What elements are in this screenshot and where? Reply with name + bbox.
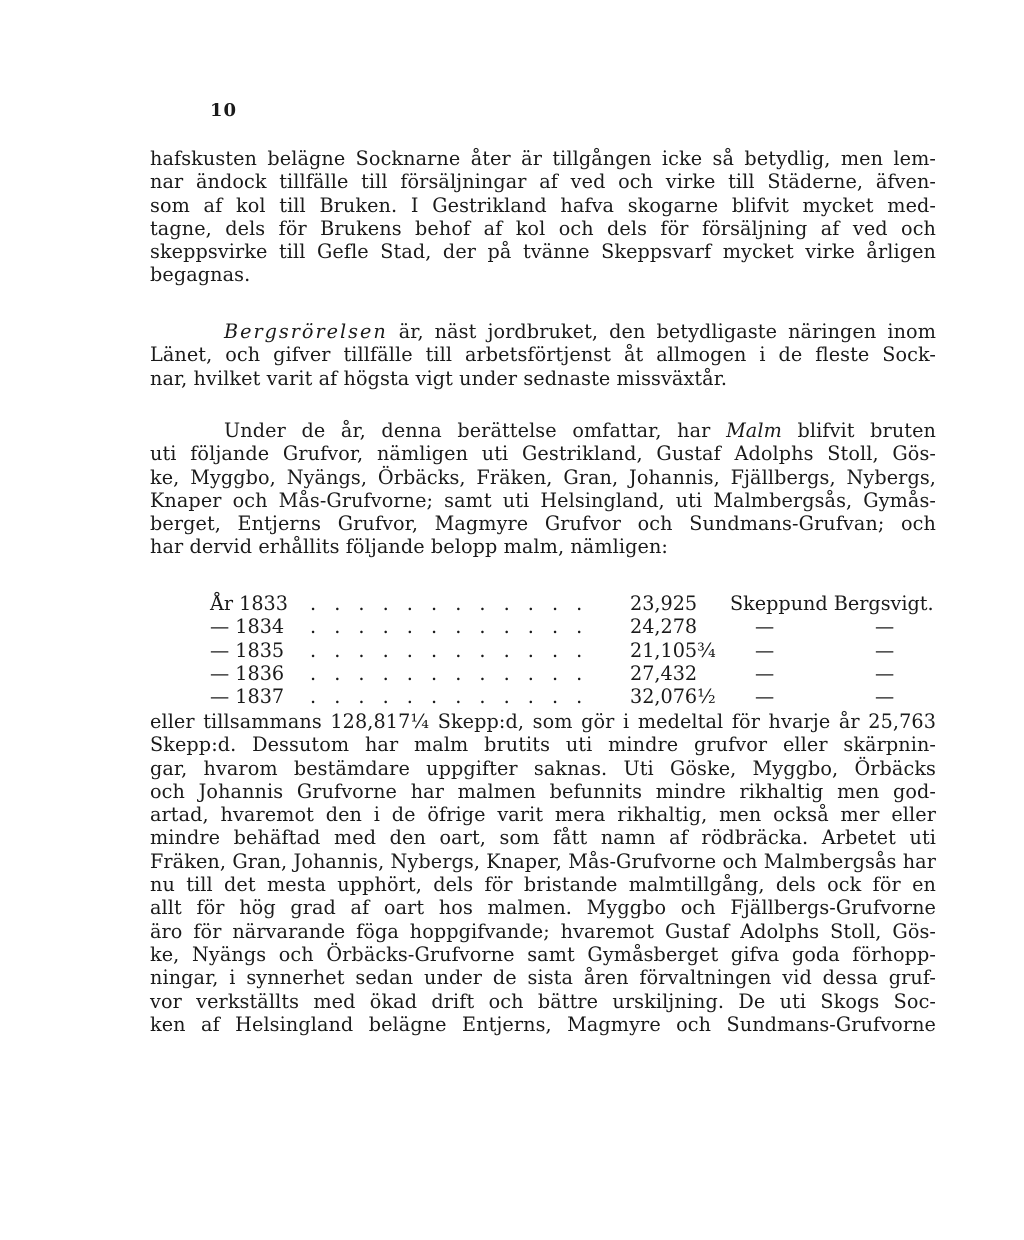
- text-line: vor verkställts med ökad drift och bättre urskiljning. De uti Skogs Soc-: [150, 989, 936, 1013]
- text-line: [150, 320, 936, 343]
- leader-dots: . . . . . . . . . . . .: [310, 638, 589, 662]
- text-line: mindre behäftad med den oart, som fått namn af rödbräcka. Arbetet uti: [150, 826, 936, 850]
- ditto-dash: —: [755, 638, 775, 662]
- text-line: ke, Nyängs och Örbäcks-Grufvorne samt Gymåsberget gifva goda förhopp-: [150, 942, 936, 966]
- ditto-dash: —: [875, 661, 895, 685]
- paragraph-forestry: [150, 147, 936, 287]
- text-line: och Johannis Grufvorne har malmen befunnits mindre rikhaltig men god-: [150, 779, 936, 803]
- leader-dots: . . . . . . . . . . . .: [310, 592, 589, 615]
- text-line: nar, hvilket varit af högsta vigt under sednaste missväxtår.: [150, 366, 728, 390]
- text-line: hafskusten belägne Socknarne åter är tillgången icke så betydlig, men lem-: [150, 147, 936, 170]
- unit-cell: Skeppund Bergsvigt.: [730, 592, 934, 615]
- text-line: allt för hög grad af oart hos malmen. Myggbo och Fjällbergs-Grufvorne: [150, 896, 936, 920]
- text-line: äro för närvarande föga hoppgifvande; hvaremot Gustaf Adolphs Stoll, Gös-: [150, 919, 936, 943]
- text-line: gar, hvarom bestämdare uppgifter saknas. Uti Göske, Myggbo, Örbäcks: [150, 756, 936, 780]
- text-line: skeppsvirke till Gefle Stad, der på tvänne Skeppsvarf mycket virke årligen: [150, 240, 936, 264]
- table-row: [210, 662, 940, 685]
- year-cell: — 1836: [210, 661, 285, 685]
- ditto-dash: —: [875, 638, 895, 662]
- text-fragment: är, näst jordbruket, den betydligaste näringen inom: [387, 320, 936, 343]
- text-line: Skepp:d. Dessutom har malm brutits uti mindre grufvor eller skärpnin-: [150, 733, 936, 757]
- year-cell: År 1833: [210, 592, 288, 615]
- text-line: nu till det mesta upphört, dels för bristande malmtillgång, dels ock för en: [150, 873, 936, 897]
- emphasis-term: Bergsrörelsen: [224, 320, 388, 343]
- paragraph-ore-quality: [150, 710, 936, 1036]
- text-line: [150, 419, 936, 442]
- ditto-dash: —: [755, 685, 775, 709]
- text-line: berget, Entjerns Grufvor, Magmyre Grufvor och Sundmans-Grufvan; och: [150, 512, 936, 536]
- value-cell: 24,278: [630, 615, 698, 639]
- text-line: ken af Helsingland belägne Entjerns, Magmyre och Sundmans-Grufvorne: [150, 1012, 936, 1036]
- paragraph-mines-list: [150, 419, 936, 559]
- text-line: ningar, i synnerhet sedan under de sista åren förvaltningen vid dessa gruf-: [150, 966, 936, 990]
- ditto-dash: —: [875, 685, 895, 709]
- text-line: har dervid erhållits följande belopp malm, nämligen:: [150, 535, 668, 559]
- ditto-dash: —: [755, 615, 775, 639]
- leader-dots: . . . . . . . . . . . .: [310, 685, 589, 709]
- value-cell: 32,076½: [630, 685, 716, 709]
- table-row: [210, 592, 940, 615]
- text-line: Fräken, Gran, Johannis, Nybergs, Knaper, Mås-Grufvorne och Malmbergsås har: [150, 849, 936, 873]
- text-line: ke, Myggbo, Nyängs, Örbäcks, Fräken, Gran, Johannis, Fjällbergs, Nybergs,: [150, 465, 936, 489]
- table-row: [210, 615, 940, 638]
- year-cell: — 1837: [210, 685, 285, 709]
- table-row: [210, 685, 940, 708]
- text-line: uti följande Grufvor, nämligen uti Gestrikland, Gustaf Adolphs Stoll, Gös-: [150, 442, 936, 466]
- text-line: Länet, och gifver tillfälle till arbetsförtjenst åt allmogen i de fleste Sock-: [150, 343, 936, 367]
- text-line: artad, hvaremot den i de öfrige varit mera rikhaltig, men också mer eller: [150, 803, 936, 827]
- text-line: begagnas.: [150, 263, 251, 287]
- text-line: nar ändock tillfälle till försäljningar af ved och virke till Städerne, äfven-: [150, 170, 936, 194]
- text-line: som af kol till Bruken. I Gestrikland hafva skogarne blifvit mycket med-: [150, 193, 936, 217]
- text-line: eller tillsammans 128,817¼ Skepp:d, som gör i medeltal för hvarje år 25,763: [150, 710, 936, 733]
- leader-dots: . . . . . . . . . . . .: [310, 661, 589, 685]
- page-number: 10: [210, 100, 238, 121]
- value-cell: 21,105¾: [630, 638, 716, 662]
- leader-dots: . . . . . . . . . . . .: [310, 615, 589, 639]
- text-fragment: blifvit bruten: [781, 419, 937, 442]
- table-row: [210, 639, 940, 662]
- year-cell: — 1835: [210, 638, 285, 662]
- value-cell: 27,432: [630, 661, 698, 685]
- ditto-dash: —: [875, 615, 895, 639]
- emphasis-term: Malm: [726, 419, 782, 442]
- value-cell: 23,925: [630, 592, 698, 615]
- text-line: Knaper och Mås-Grufvorne; samt uti Helsingland, uti Malmbergsås, Gymås-: [150, 488, 936, 512]
- ditto-dash: —: [755, 661, 775, 685]
- year-cell: — 1834: [210, 615, 285, 639]
- paragraph-mining: [150, 320, 936, 390]
- text-fragment: Under de år, denna berättelse omfattar, har: [224, 419, 727, 442]
- text-line: tagne, dels för Brukens behof af kol och dels för försäljning af ved och: [150, 216, 936, 240]
- ore-production-table: [210, 592, 940, 708]
